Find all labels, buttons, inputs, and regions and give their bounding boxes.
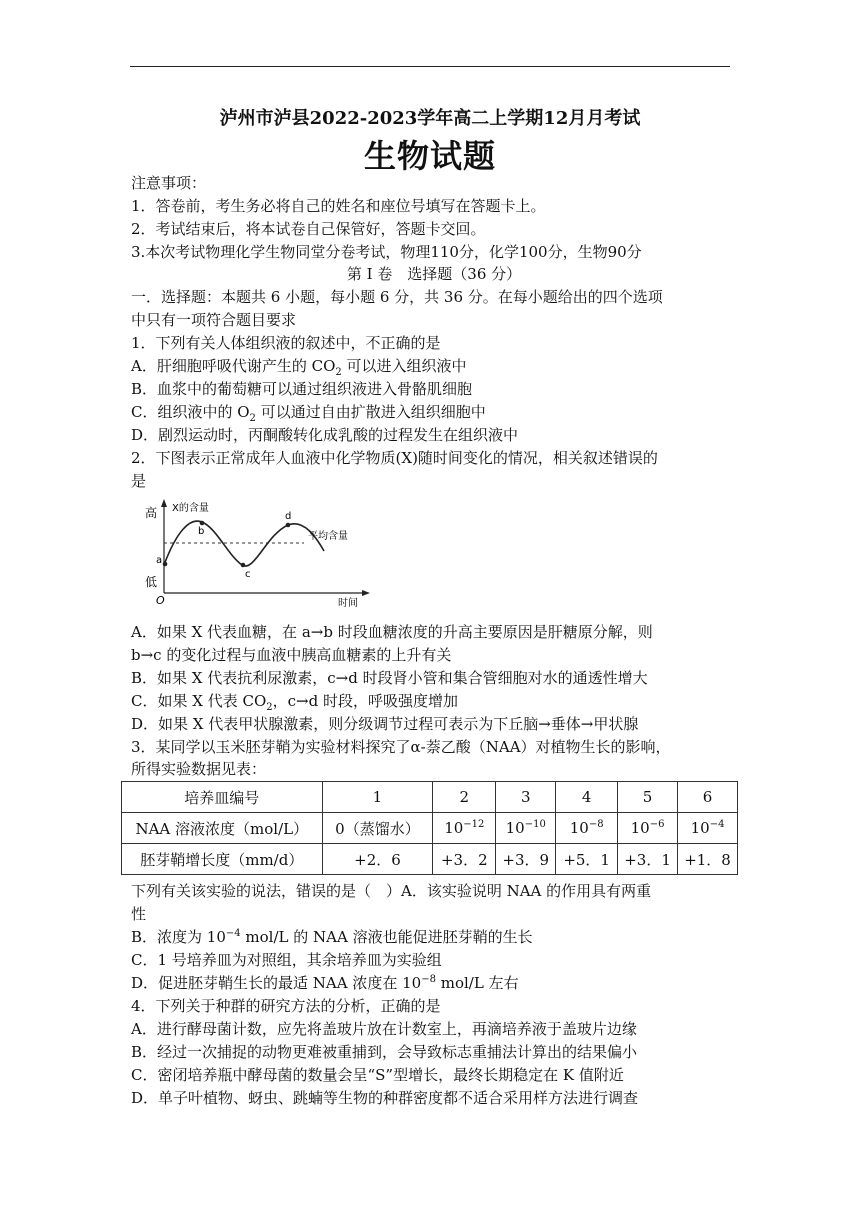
section-instruction-2: 中只有一项符合题目要求: [131, 311, 297, 329]
point-d-marker: [286, 523, 291, 528]
table-cell: 3: [496, 782, 556, 813]
q4-stem: 4．下列关于种群的研究方法的分析，正确的是: [131, 997, 441, 1015]
q3-stem-2: 所得实验数据见表：: [131, 760, 267, 778]
table-cell: 6: [678, 782, 738, 813]
point-b-marker: [200, 521, 205, 526]
q3-data-table: [121, 781, 738, 875]
q1-option-c: C．组织液中的 $O_2$ 可以通过自由扩散进入组织细胞中: [131, 403, 486, 424]
table-cell: 4: [556, 782, 618, 813]
graph-point-a: a: [156, 555, 163, 566]
exam-title: 泸州市泸县2022-2023学年高二上学期12月月考试: [219, 108, 641, 129]
notice-heading: 注意事项：: [131, 174, 207, 192]
q3-after-1: 下列有关该实验的说法，错误的是（ ）A．该实验说明 NAA 的作用具有两重: [131, 882, 652, 900]
q3-after-2: 性: [131, 905, 147, 923]
q3-option-d: D．促进胚芽鞘生长的最适 NAA 浓度在 $10^{-8}$ mol/L 左右: [131, 974, 519, 992]
q2-option-a-2: b→c 的变化过程与血液中胰高血糖素的上升有关: [131, 646, 452, 664]
q4-option-d: D．单子叶植物、蚜虫、跳蝻等生物的种群密度都不适合采用样方法进行调查: [131, 1089, 639, 1107]
notice-item-1: 1．答卷前，考生务必将自己的姓名和座位号填写在答题卡上。: [131, 197, 546, 215]
table-header-cell: NAA 溶液浓度（mol/L）: [122, 813, 323, 844]
section-instruction-1: 一．选择题：本题共 6 小题，每小题 6 分，共 36 分。在每小题给出的四个选项: [131, 288, 663, 306]
table-cell: $10^{-4}$: [678, 813, 738, 844]
table-cell: +1．8: [678, 844, 738, 875]
q2-stem-1: 2．下图表示正常成年人血液中化学物质(X)随时间变化的情况，相关叙述错误的: [131, 449, 658, 467]
notice-item-3: 3.本次考试物理化学生物同堂分卷考试，物理110分，化学100分，生物90分: [131, 243, 642, 261]
graph-point-b: b: [198, 526, 205, 537]
q2-option-d: D．如果 X 代表甲状腺激素，则分级调节过程可表示为下丘脑→垂体→甲状腺: [131, 715, 639, 733]
point-c-marker: [241, 563, 246, 568]
graph-x-title: 时间: [338, 598, 358, 609]
q1-option-d: D．剧烈运动时，丙酮酸转化成乳酸的过程发生在组织液中: [131, 426, 519, 444]
table-cell: $10^{-8}$: [556, 813, 618, 844]
table-row: [122, 844, 738, 875]
q1-stem: 1．下列有关人体组织液的叙述中，不正确的是: [131, 334, 441, 352]
graph-y-title: X的含量: [172, 503, 209, 514]
table-cell: 5: [618, 782, 678, 813]
table-cell: $10^{-12}$: [433, 813, 496, 844]
table-cell: 0（蒸馏水）: [322, 813, 433, 844]
graph-avg-label: 平均含量: [308, 531, 348, 542]
q2-stem-2: 是: [131, 472, 147, 490]
table-cell: +3．9: [496, 844, 556, 875]
q4-option-b: B．经过一次捕捉的动物更难被重捕到，会导致标志重捕法计算出的结果偏小: [131, 1043, 638, 1061]
table-cell: +5．1: [556, 844, 618, 875]
q3-option-b: B．浓度为 $10^{-4}$ mol/L 的 NAA 溶液也能促进胚芽鞘的生长: [131, 928, 533, 946]
q1-option-a: A．肝细胞呼吸代谢产生的 $CO_2$ 可以进入组织液中: [131, 357, 467, 378]
table-cell: +3．2: [433, 844, 496, 875]
q2-graph: [142, 497, 372, 609]
q3-stem-1: 3．某同学以玉米胚芽鞘为实验材料探究了α-萘乙酸（NAA）对植物生长的影响，: [131, 738, 671, 756]
graph-origin-label: O: [156, 594, 165, 607]
q4-option-a: A．进行酵母菌计数，应先将盖玻片放在计数室上，再滴培养液于盖玻片边缘: [131, 1020, 637, 1038]
table-cell: +2．6: [322, 844, 433, 875]
graph-point-d: d: [285, 511, 292, 522]
q2-option-a-1: A．如果 X 代表血糖，在 a→b 时段血糖浓度的升高主要原因是肝糖原分解，则: [131, 623, 653, 641]
table-row: [122, 782, 738, 813]
table-cell: +3．1: [618, 844, 678, 875]
section-title: 第 I 卷 选择题（36 分）: [346, 265, 522, 283]
table-row: [122, 813, 738, 844]
q4-option-c: C．密闭培养瓶中酵母菌的数量会呈“S”型增长，最终长期稳定在 K 值附近: [131, 1066, 624, 1084]
q1-option-b: B．血浆中的葡萄糖可以通过组织液进入骨骼肌细胞: [131, 380, 473, 398]
table-cell: $10^{-10}$: [496, 813, 556, 844]
point-a-marker: [163, 562, 168, 567]
graph-low-label: 低: [145, 575, 158, 589]
graph-point-c: c: [245, 569, 251, 580]
subject-title: 生物试题: [363, 137, 496, 175]
q2-option-c: C．如果 X 代表 $CO_2$，c→d 时段，呼吸强度增加: [131, 692, 458, 713]
table-cell: 2: [433, 782, 496, 813]
table-header-cell: 培养皿编号: [122, 782, 323, 813]
q2-option-b: B．如果 X 代表抗利尿激素，c→d 时段肾小管和集合管细胞对水的通透性增大: [131, 669, 648, 687]
header-rule: [130, 66, 730, 67]
q3-option-c: C．1 号培养皿为对照组，其余培养皿为实验组: [131, 951, 442, 969]
table-cell: $10^{-6}$: [618, 813, 678, 844]
notice-item-2: 2．考试结束后，将本试卷自己保管好，答题卡交回。: [131, 220, 486, 238]
graph-high-label: 高: [145, 506, 158, 520]
table-cell: 1: [322, 782, 433, 813]
table-header-cell: 胚芽鞘增长度（mm/d）: [122, 844, 323, 875]
